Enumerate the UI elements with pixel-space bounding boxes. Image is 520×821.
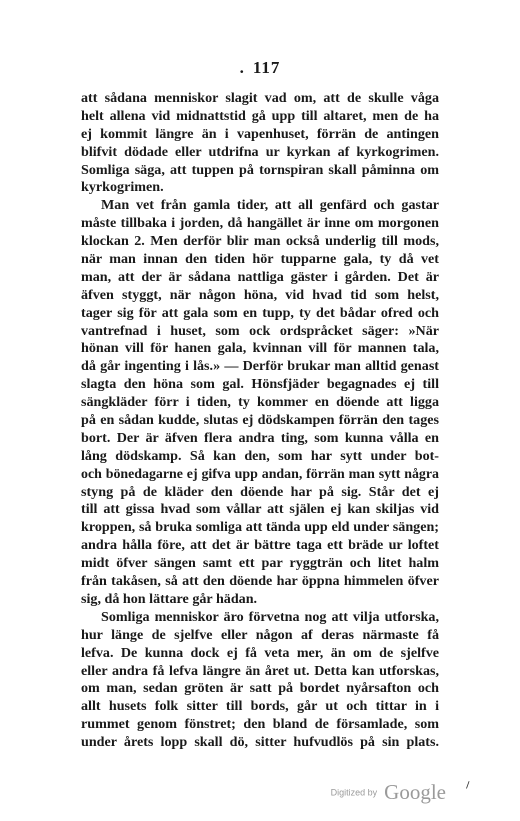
text-line: kyrkogrimen. [81, 179, 164, 196]
text-line: bort. Der är äfven flera andra ting, som kunna vålla en [81, 429, 439, 446]
text-line: eller andra få lefva längre än året ut. Detta kan utforskas, [81, 662, 439, 679]
text-line: hur länge de sjelfve eller någon af deras närmaste få [81, 626, 439, 643]
text-line: man, att der är sådana nattliga gäster i gården. Det är [81, 268, 439, 285]
text-line: när man innan den tiden hör tupparne gala, ty då vet [81, 251, 439, 268]
text-line: till att gissa hvad som vållar att själen ej kan skiljas vid [81, 501, 439, 518]
text-line: lefva. De kunna dock ej få veta mer, än om de sjelfve [81, 644, 439, 661]
text-line: blifvit dödade eller utdrifna ur kyrkan af kyrkogrimen. [81, 143, 439, 160]
text-line: på en sådan kudde, slutas ej dödskampen förrän den tages [81, 412, 439, 429]
text-line: sängkläder förr i tiden, ty kommer en döende att ligga [81, 394, 439, 411]
body-text [81, 90, 439, 752]
text-line: tager sig för att gala som en tupp, ty det bådar ofred och [81, 304, 439, 321]
text-line: allt husets folk sitter till bords, går ut och tittar in i [81, 698, 439, 715]
text-line: hönan vill för hanen gala, kvinnan vill för mannen tala, [81, 340, 439, 357]
google-logo: Google [384, 780, 446, 804]
text-line: måste tillbaka i jorden, då hangället är inne om morgonen [81, 215, 439, 232]
text-line: andra hålla före, att det är bättre taga ett bräde ur loftet [81, 537, 439, 554]
text-line: Man vet från gamla tider, att all genfärd och gastar [101, 197, 439, 214]
text-line: då går ingenting i lås.» — Derför brukar man alltid genast [81, 358, 439, 375]
text-line: helt allena vid midnattstid gå upp till altaret, men de ha [81, 107, 439, 124]
text-line: från takåsen, så att den döende har öppna himmelen öfver [81, 573, 439, 590]
text-line: att sådana menniskor slagit vad om, att de skulle våga [81, 90, 439, 106]
text-line: lång dödskamp. Så kan den, som har sytt under bot- [81, 447, 439, 464]
pencil-mark-icon: ⸝ [459, 772, 474, 792]
text-line: slagta den höna som gal. Hönsfjäder begagnades ej till [81, 376, 439, 393]
page-number: . 117 [239, 58, 281, 77]
text-line: vantrefnad i huset, som ock ordspråcket säger: »När [81, 322, 439, 339]
text-line: rummet genom fönstret; den bland de församlade, som [81, 716, 439, 733]
digitization-watermark [0, 780, 446, 805]
page-number-value: 117 [252, 58, 281, 77]
text-line: Somliga menniskor äro förvetna nog att vilja utforska, [101, 608, 439, 625]
text-line: midt öfver sängen samt ett par ryggträn och litet halm [81, 555, 439, 572]
text-line: Somliga säga, att tuppen på tornspiran skall påminna om [81, 161, 439, 178]
text-line: sig, då hon lättare går hädan. [81, 590, 258, 607]
text-line: äfven styggt, när någon höna, vid hvad tid som helst, [81, 286, 439, 303]
text-line: klockan 2. Men derför blir man också underlig till mods, [81, 233, 439, 250]
watermark-prefix: Digitized by [330, 787, 378, 798]
text-line: kroppen, så bruka somliga att tända upp eld under sängen; [81, 519, 439, 536]
text-line: styng på de kläder den döende har på sig. Står det ej [81, 483, 439, 500]
text-line: ej kommit längre än i vapenhuset, förrän de antingen [81, 125, 439, 142]
text-line: och bönedagarne ej gifva upp andan, förrän man sytt några [81, 466, 439, 482]
text-line: under årets lopp skall dö, sitter hufvudlös på sin plats. [81, 734, 439, 751]
text-line: om man, sedan gröten är satt på bordet nyårsafton och [81, 680, 439, 697]
